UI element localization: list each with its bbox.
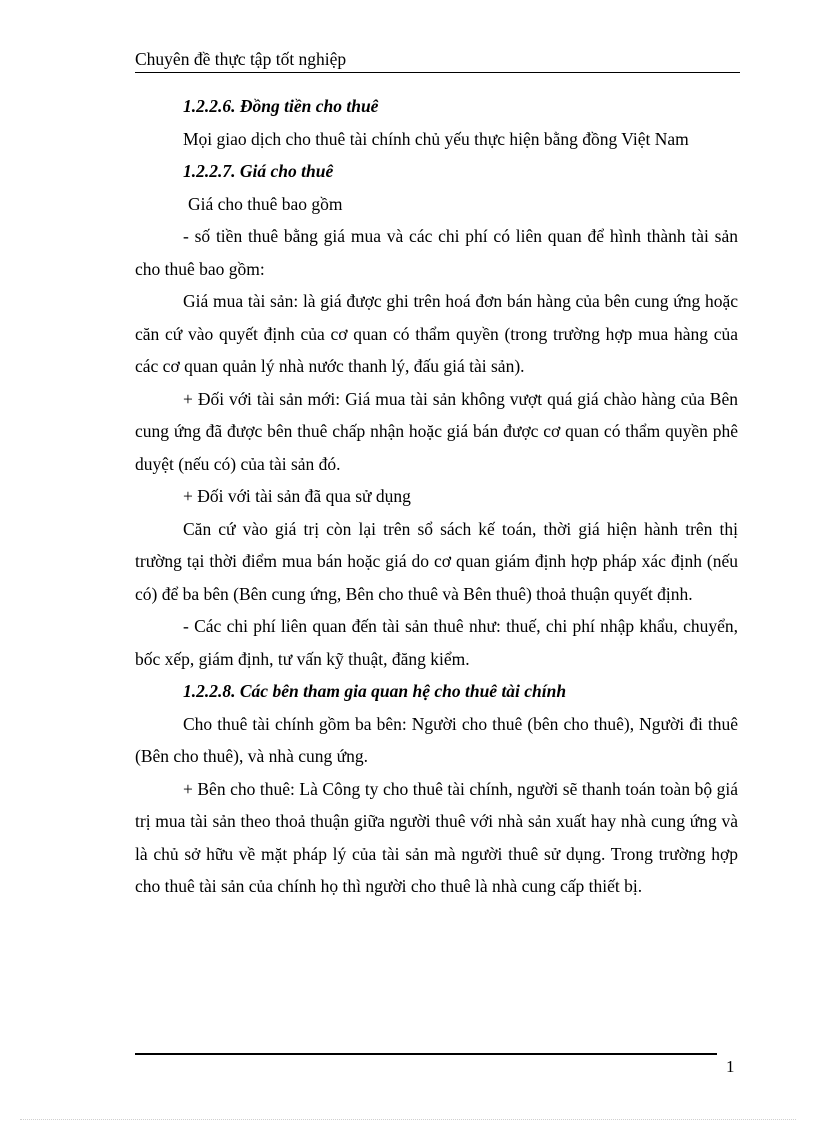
paragraph: Mọi giao dịch cho thuê tài chính chủ yếu thực hiện bằng đồng Việt Nam: [183, 128, 689, 149]
section-heading-currency: 1.2.2.6. Đồng tiền cho thuê: [183, 96, 379, 116]
header-title: Chuyên đề thực tập tốt nghiệp: [135, 49, 347, 69]
paragraph: + Đối với tài sản mới: Giá mua tài sản không vượt quá giá chào hàng của Bên cung ứng đã được bên thuê chấp nhận hoặc giá bán được cơ quan có thẩm quyền phê duyệt (nếu có) của tài sản đó.: [135, 388, 738, 474]
page-number: 1: [726, 1057, 735, 1076]
page-body: [135, 90, 738, 903]
section-heading-price: 1.2.2.7. Giá cho thuê: [183, 161, 334, 181]
paragraph: Giá mua tài sản: là giá được ghi trên hoá đơn bán hàng của bên cung ứng hoặc căn cứ vào quyết định của cơ quan có thẩm quyền (trong trường hợp mua hàng của các cơ quan quản lý nhà nước thanh lý, đấu giá tài sản).: [135, 291, 738, 376]
paragraph: Cho thuê tài chính gồm ba bên: Người cho thuê (bên cho thuê), Người đi thuê (Bên cho thuê), và nhà cung ứng.: [135, 713, 738, 766]
section-heading-parties: 1.2.2.8. Các bên tham gia quan hệ cho thuê tài chính: [183, 681, 567, 701]
paragraph: - Các chi phí liên quan đến tài sản thuê như: thuế, chi phí nhập khẩu, chuyển, bốc xếp, giám định, tư vấn kỹ thuật, đăng kiểm.: [135, 616, 738, 669]
paragraph: - số tiền thuê bằng giá mua và các chi phí có liên quan để hình thành tài sản cho thuê bao gồm:: [135, 226, 738, 279]
paragraph: Giá cho thuê bao gồm: [188, 193, 343, 214]
page-boundary: [20, 1119, 796, 1120]
paragraph: + Bên cho thuê: Là Công ty cho thuê tài chính, người sẽ thanh toán toàn bộ giá trị mua tài sản theo thoả thuận giữa người thuê với nhà sản xuất hay nhà cung ứng và là chủ sở hữu về mặt pháp lý của tài sản mà người thuê sử dụng. Trong trường hợp cho thuê tài sản của chính họ thì người cho thuê là nhà cung cấp thiết bị.: [135, 778, 738, 896]
page-header: [135, 48, 740, 73]
footer-rule: [135, 1053, 717, 1055]
paragraph: + Đối với tài sản đã qua sử dụng: [183, 486, 411, 506]
paragraph: Căn cứ vào giá trị còn lại trên sổ sách kế toán, thời giá hiện hành trên thị trường tại thời điểm mua bán hoặc giá do cơ quan giám định hợp pháp xác định (nếu có) để ba bên (Bên cung ứng, Bên cho thuê và Bên thuê) thoả thuận quyết định.: [135, 518, 738, 604]
